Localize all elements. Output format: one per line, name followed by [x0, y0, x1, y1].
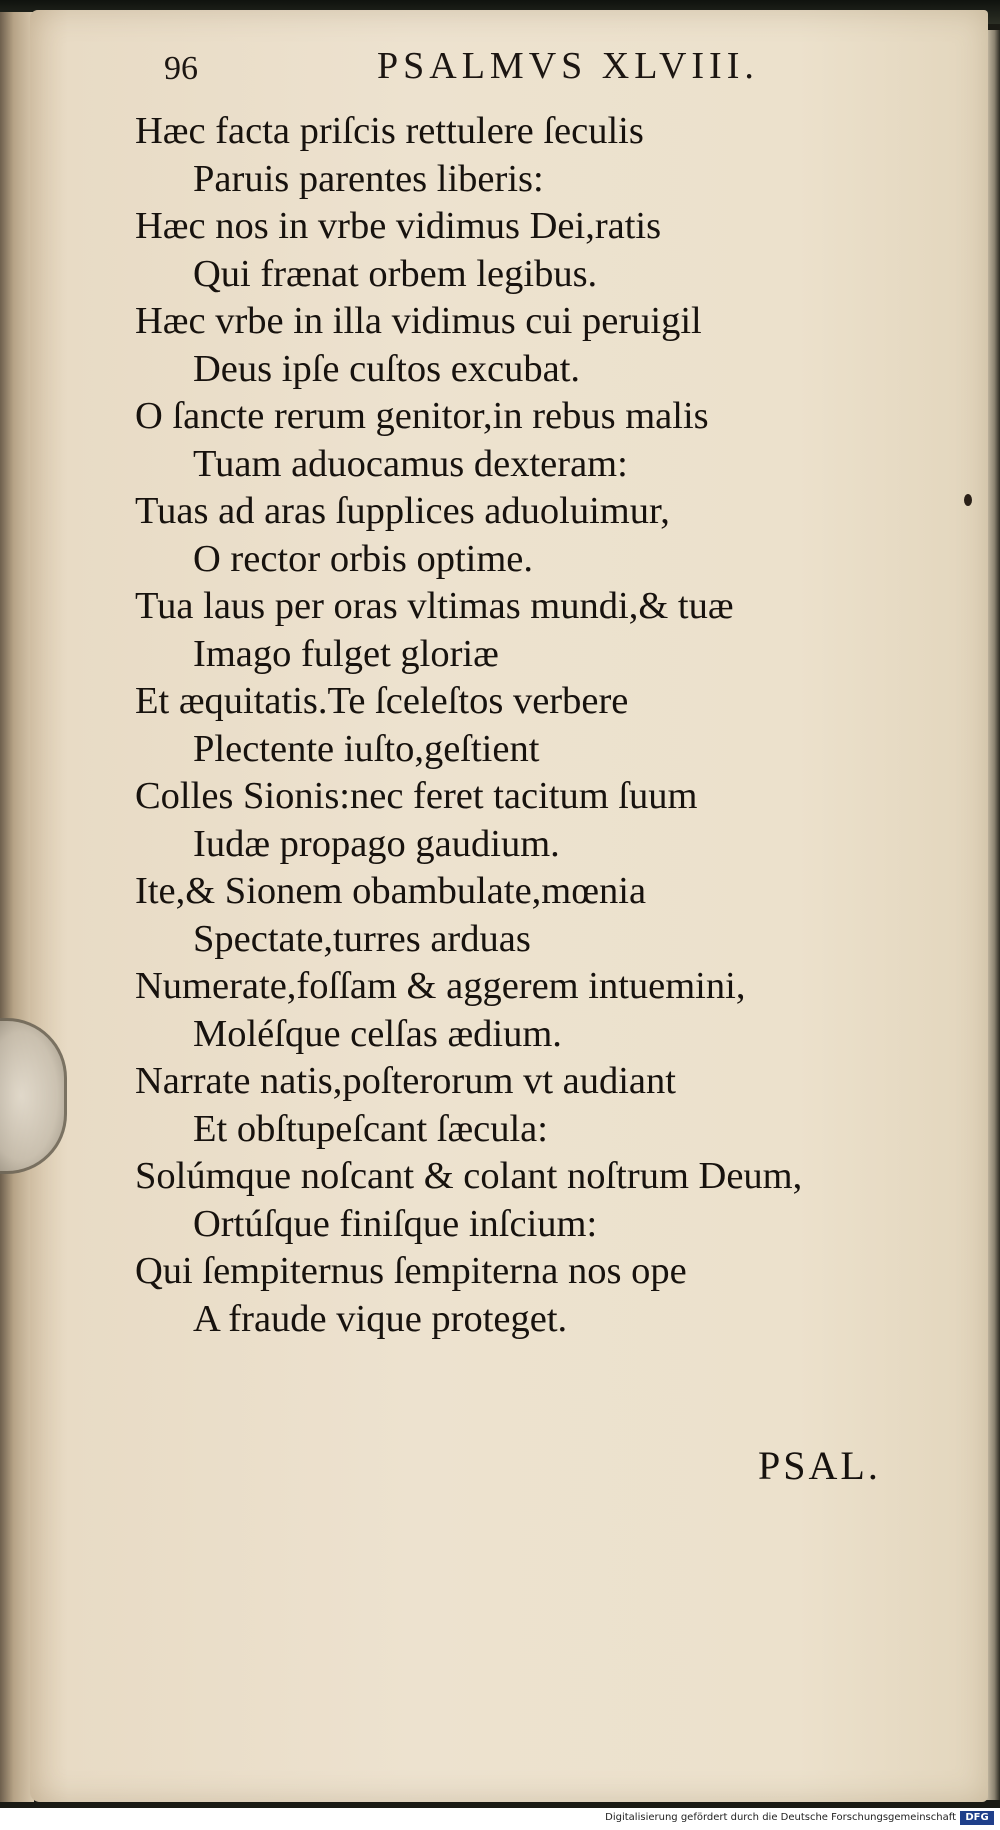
verse-line: Hæc vrbe in illa vidimus cui peruigil: [135, 300, 702, 342]
verse-line: Spectate,turres arduas: [193, 917, 531, 960]
page-stack-right-edge: [986, 30, 1000, 1800]
verse-line: Paruis parentes liberis:: [193, 157, 544, 200]
verse-line: Solúmque noſcant & colant noſtrum Deum,: [135, 1155, 803, 1197]
verse-line: A fraude vique proteget.: [193, 1297, 568, 1340]
verse-line: Moléſque celſas ædium.: [193, 1012, 562, 1055]
page-header: [0, 44, 1000, 94]
verse-line: Narrate natis,poſterorum vt audiant: [135, 1060, 676, 1102]
ink-speck: [964, 494, 972, 506]
verse-line: Hæc facta priſcis rettulere ſeculis: [135, 110, 644, 152]
verse-line: O ſancte rerum genitor,in rebus malis: [135, 395, 709, 437]
running-title: PSALMVS XLVIII.: [377, 45, 759, 87]
verse-line: Et æquitatis.Te ſceleſtos verbere: [135, 680, 629, 722]
verse-line: Tua laus per oras vltimas mundi,& tuæ: [135, 585, 734, 627]
verse-line: O rector orbis optime.: [193, 537, 533, 580]
verse-line: Qui ſempiternus ſempiterna nos ope: [135, 1250, 687, 1292]
catchword: PSAL.: [758, 1443, 881, 1488]
page-number: 96: [164, 50, 198, 87]
dfg-logo: DFG: [960, 1811, 994, 1825]
verse-line: Et obſtupeſcant ſæcula:: [193, 1107, 548, 1150]
psalm-verse-text: [135, 108, 975, 1343]
verse-line: Colles Sionis:nec feret tacitum ſuum: [135, 775, 698, 817]
verse-line: Qui frænat orbem legibus.: [193, 252, 598, 295]
page-stack-left-edge: [0, 12, 34, 1802]
verse-line: Numerate,foſſam & aggerem intuemini,: [135, 965, 746, 1007]
verse-line: Iudæ propago gaudium.: [193, 822, 560, 865]
verse-line: Tuam aduocamus dexteram:: [193, 442, 628, 485]
verse-line: Ortúſque finiſque inſcium:: [193, 1202, 598, 1245]
verse-line: Deus ipſe cuſtos excubat.: [193, 347, 581, 390]
verse-line: Plectente iuſto,geſtient: [193, 727, 540, 770]
verse-line: Imago fulget gloriæ: [193, 632, 499, 675]
digitization-note: Digitalisierung gefördert durch die Deutsche Forschungsgemeinschaft: [605, 1812, 956, 1823]
verse-line: Hæc nos in vrbe vidimus Dei,ratis: [135, 205, 662, 247]
verse-line: Ite,& Sionem obambulate,mœnia: [135, 870, 647, 912]
verse-line: Tuas ad aras ſupplices aduoluimur,: [135, 490, 670, 532]
